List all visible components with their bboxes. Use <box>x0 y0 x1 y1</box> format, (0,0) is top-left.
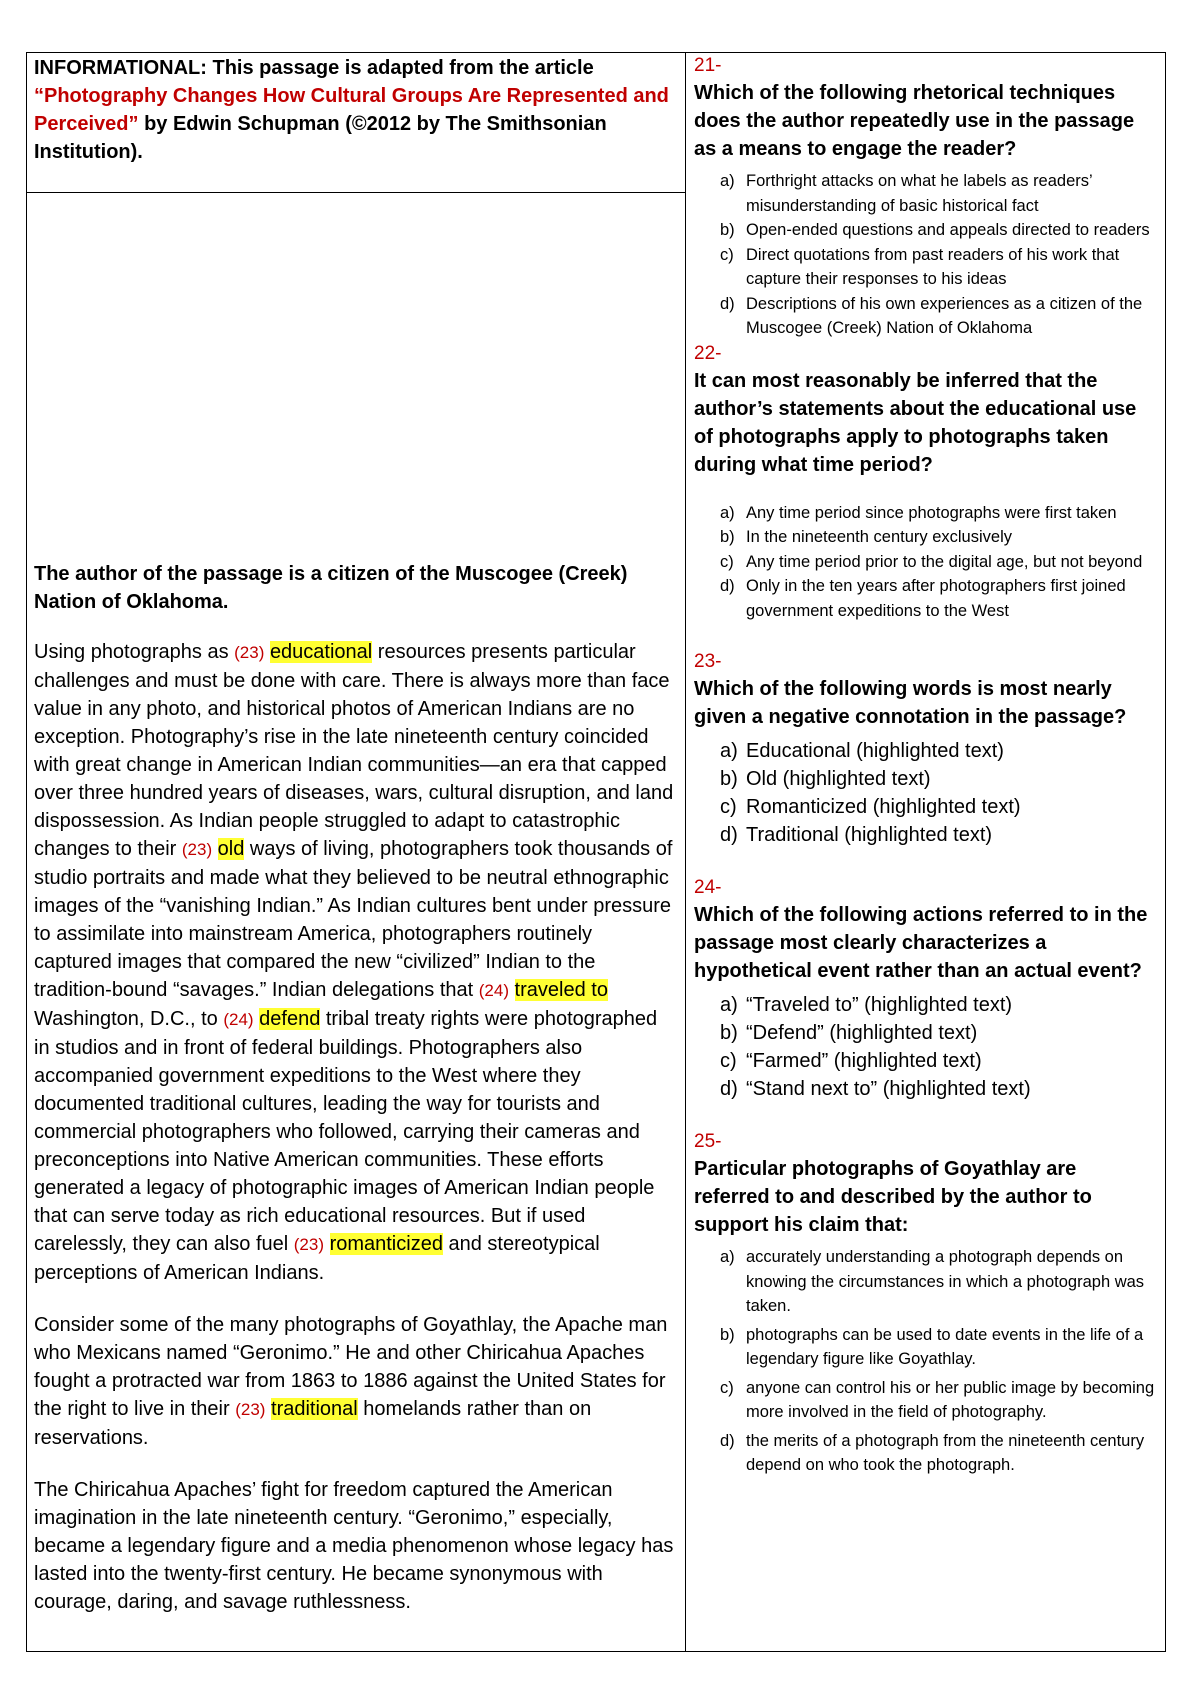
highlight-defend: defend <box>259 1008 321 1030</box>
paragraph-3: The Chiricahua Apaches’ fight for freedom captured the American imagination in the late nineteenth century. “Geronimo,” especially, became a legendary figure and a media phenomenon whose legacy has lasted into the twenty-first century. He became synonymous with courage, daring, and savage ruthlessness. <box>34 1479 674 1613</box>
question-22 <box>694 341 1156 624</box>
option-text: Traditional (highlighted text) <box>746 824 993 846</box>
text-run: resources presents particular challenges and must be done with care. There is always more than face value in any photo, and historical photos of American Indians are no exception. Photography’s rise in the late nineteenth century coincided with great change in American Indian communities—an era that capped over three hundred years of diseases, wars, cultural disruption, and land dispossession. As Indian people struggled to adapt to catastrophic changes to their <box>34 641 674 860</box>
question-24 <box>694 875 1156 1103</box>
question-number: 22- <box>694 342 722 364</box>
option-d[interactable] <box>694 292 1156 341</box>
option-letter: a) <box>720 1248 735 1266</box>
option-letter: c) <box>720 1050 737 1072</box>
option-text: Old (highlighted text) <box>746 768 931 790</box>
question-ref: (23) <box>293 1235 324 1254</box>
option-a[interactable] <box>694 737 1156 765</box>
answer-options <box>694 169 1156 341</box>
option-letter: b) <box>720 528 735 546</box>
option-text: “Traveled to” (highlighted text) <box>746 994 1013 1016</box>
column-divider <box>685 52 686 1652</box>
option-letter: c) <box>720 245 734 264</box>
option-a[interactable] <box>694 169 1156 218</box>
question-text: Which of the following rhetorical techniques does the author repeatedly use in the passage as a means to engage the reader? <box>694 82 1135 160</box>
option-letter: b) <box>720 1325 735 1344</box>
question-25 <box>694 1129 1156 1478</box>
option-c[interactable] <box>694 550 1156 575</box>
question-number: 25- <box>694 1131 722 1152</box>
questions-column <box>694 53 1156 1482</box>
question-ref: (23) <box>235 1400 266 1419</box>
option-text: Open-ended questions and appeals directed to readers <box>746 221 1150 239</box>
highlight-traditional: traditional <box>271 1398 358 1420</box>
text-run: tribal treaty rights were photographed in studios and in front of federal buildings. Photographers also accompanied government expeditions to the West where they documented traditional cultures, leading the way for tourists and commercial photographers who followed, carrying their cameras and preconceptions into Native American communities. These efforts generated a legacy of photographic images of American Indian people that can serve today as rich educational resources. But if used carelessly, they can also fuel <box>34 1008 658 1255</box>
header-prefix: INFORMATIONAL: This passage is adapted from the article <box>34 57 594 79</box>
question-ref: (24) <box>223 1010 254 1029</box>
text-run: homelands rather than on reservations. <box>34 1398 592 1449</box>
option-text: Descriptions of his own experiences as a citizen of the Muscogee (Creek) Nation of Oklahoma <box>746 294 1143 337</box>
option-letter: d) <box>720 1078 738 1100</box>
option-text: Any time period prior to the digital age, but not beyond <box>746 552 1143 571</box>
option-text: photographs can be used to date events in the life of a legendary figure like Goyathlay. <box>746 1325 1144 1368</box>
option-letter: d) <box>720 294 735 313</box>
question-number: 23- <box>694 651 722 672</box>
option-text: the merits of a photograph from the nineteenth century depend on who took the photograph. <box>746 1431 1145 1474</box>
option-text: anyone can control his or her public image by becoming more involved in the field of photography. <box>746 1378 1155 1421</box>
option-d[interactable] <box>694 574 1156 623</box>
answer-options <box>694 991 1156 1103</box>
option-text: Direct quotations from past readers of his work that capture their responses to his ideas <box>746 245 1120 288</box>
option-text: “Defend” (highlighted text) <box>746 1022 978 1044</box>
question-text: Which of the following words is most nearly given a negative connotation in the passage? <box>694 678 1127 728</box>
option-c[interactable] <box>694 1047 1156 1075</box>
option-text: Forthright attacks on what he labels as readers’ misunderstanding of basic historical fact <box>746 172 1093 215</box>
option-letter: c) <box>720 796 737 818</box>
option-text: Any time period since photographs were first taken <box>746 503 1117 522</box>
passage <box>34 560 674 1640</box>
option-text: Only in the ten years after photographers first joined government expeditions to the West <box>746 577 1126 620</box>
question-21 <box>694 53 1156 341</box>
question-23 <box>694 649 1156 849</box>
option-letter: a) <box>720 740 738 762</box>
option-letter: b) <box>720 221 735 239</box>
text-run: Washington, D.C., to <box>34 1008 224 1030</box>
passage-intro: The author of the passage is a citizen of the Muscogee (Creek) Nation of Oklahoma. <box>34 563 628 613</box>
question-ref: (23) <box>181 840 213 859</box>
question-number: 21- <box>694 55 722 76</box>
highlight-traveled-to: traveled to <box>514 979 608 1001</box>
answer-options <box>694 501 1156 624</box>
option-letter: a) <box>720 994 738 1016</box>
attribution: by Edwin Schupman (©2012 by The Smithsonian Institution). <box>34 113 607 163</box>
option-c[interactable] <box>694 793 1156 821</box>
option-text: “Stand next to” (highlighted text) <box>746 1078 1031 1100</box>
option-text: Educational (highlighted text) <box>746 740 1004 762</box>
question-ref: (24) <box>478 981 509 1000</box>
option-letter: c) <box>720 552 734 571</box>
question-text: It can most reasonably be inferred that the author’s statements about the educational use of photographs apply to photographs taken during what time period? <box>694 369 1137 476</box>
text-run: Consider some of the many photographs of Goyathlay, the Apache man who Mexicans named “Geronimo.” He and other Chiricahua Apaches fought a protracted war from 1863 to 1886 against the United States for the right to live in their <box>34 1314 668 1420</box>
option-b[interactable] <box>694 1019 1156 1047</box>
highlight-romanticized: romanticized <box>329 1233 443 1255</box>
title-divider <box>26 192 685 193</box>
option-a[interactable] <box>694 501 1156 526</box>
option-letter: d) <box>720 824 738 846</box>
option-letter: a) <box>720 503 735 522</box>
option-letter: b) <box>720 768 738 790</box>
option-b[interactable] <box>694 525 1156 550</box>
option-a[interactable] <box>694 991 1156 1019</box>
option-text: In the nineteenth century exclusively <box>746 528 1012 546</box>
paragraph-2 <box>34 1311 674 1452</box>
option-b[interactable] <box>694 765 1156 793</box>
question-text: Which of the following actions referred to in the passage most clearly characterizes a hypothetical event rather than an actual event? <box>694 904 1148 982</box>
option-text: accurately understanding a photograph depends on knowing the circumstances in which a photograph was taken. <box>746 1248 1145 1315</box>
option-b[interactable] <box>694 218 1156 243</box>
highlight-educational: educational <box>269 641 373 663</box>
answer-options <box>694 737 1156 849</box>
article-title: “Photography Changes How Cultural Groups Are Represented and Perceived” <box>34 85 669 135</box>
question-text: Particular photographs of Goyathlay are referred to and described by the author to support his claim that: <box>694 1158 1092 1236</box>
text-run: Using photographs as <box>34 641 235 663</box>
question-number: 24- <box>694 877 722 898</box>
option-d[interactable] <box>694 1075 1156 1103</box>
option-letter: d) <box>720 1431 735 1450</box>
question-ref: (23) <box>234 643 265 662</box>
option-c[interactable] <box>694 1376 1156 1425</box>
option-a[interactable] <box>694 1245 1156 1319</box>
option-d[interactable] <box>694 1429 1156 1478</box>
answer-options <box>694 1245 1156 1478</box>
option-b[interactable] <box>694 1323 1156 1372</box>
option-text: “Farmed” (highlighted text) <box>746 1050 982 1072</box>
text-run: and stereotypical perceptions of American Indians. <box>34 1233 600 1284</box>
passage-header <box>34 54 674 166</box>
option-letter: a) <box>720 172 735 190</box>
option-letter: d) <box>720 577 735 595</box>
paragraph-1 <box>34 638 674 1287</box>
option-letter: c) <box>720 1378 734 1397</box>
text-run: ways of living, photographers took thousands of studio portraits and made what they believed to be neutral ethnographic images of the “vanishing Indian.” As Indian cultures bent under pressure to assimilate into mainstream America, photographers routinely captured images that compared the new “civilized” Indian to the tradition-bound “savages.” Indian delegations that <box>34 838 673 1001</box>
option-text: Romanticized (highlighted text) <box>746 796 1021 818</box>
option-c[interactable] <box>694 243 1156 292</box>
highlight-old: old <box>217 838 245 860</box>
option-letter: b) <box>720 1022 738 1044</box>
option-d[interactable] <box>694 821 1156 849</box>
